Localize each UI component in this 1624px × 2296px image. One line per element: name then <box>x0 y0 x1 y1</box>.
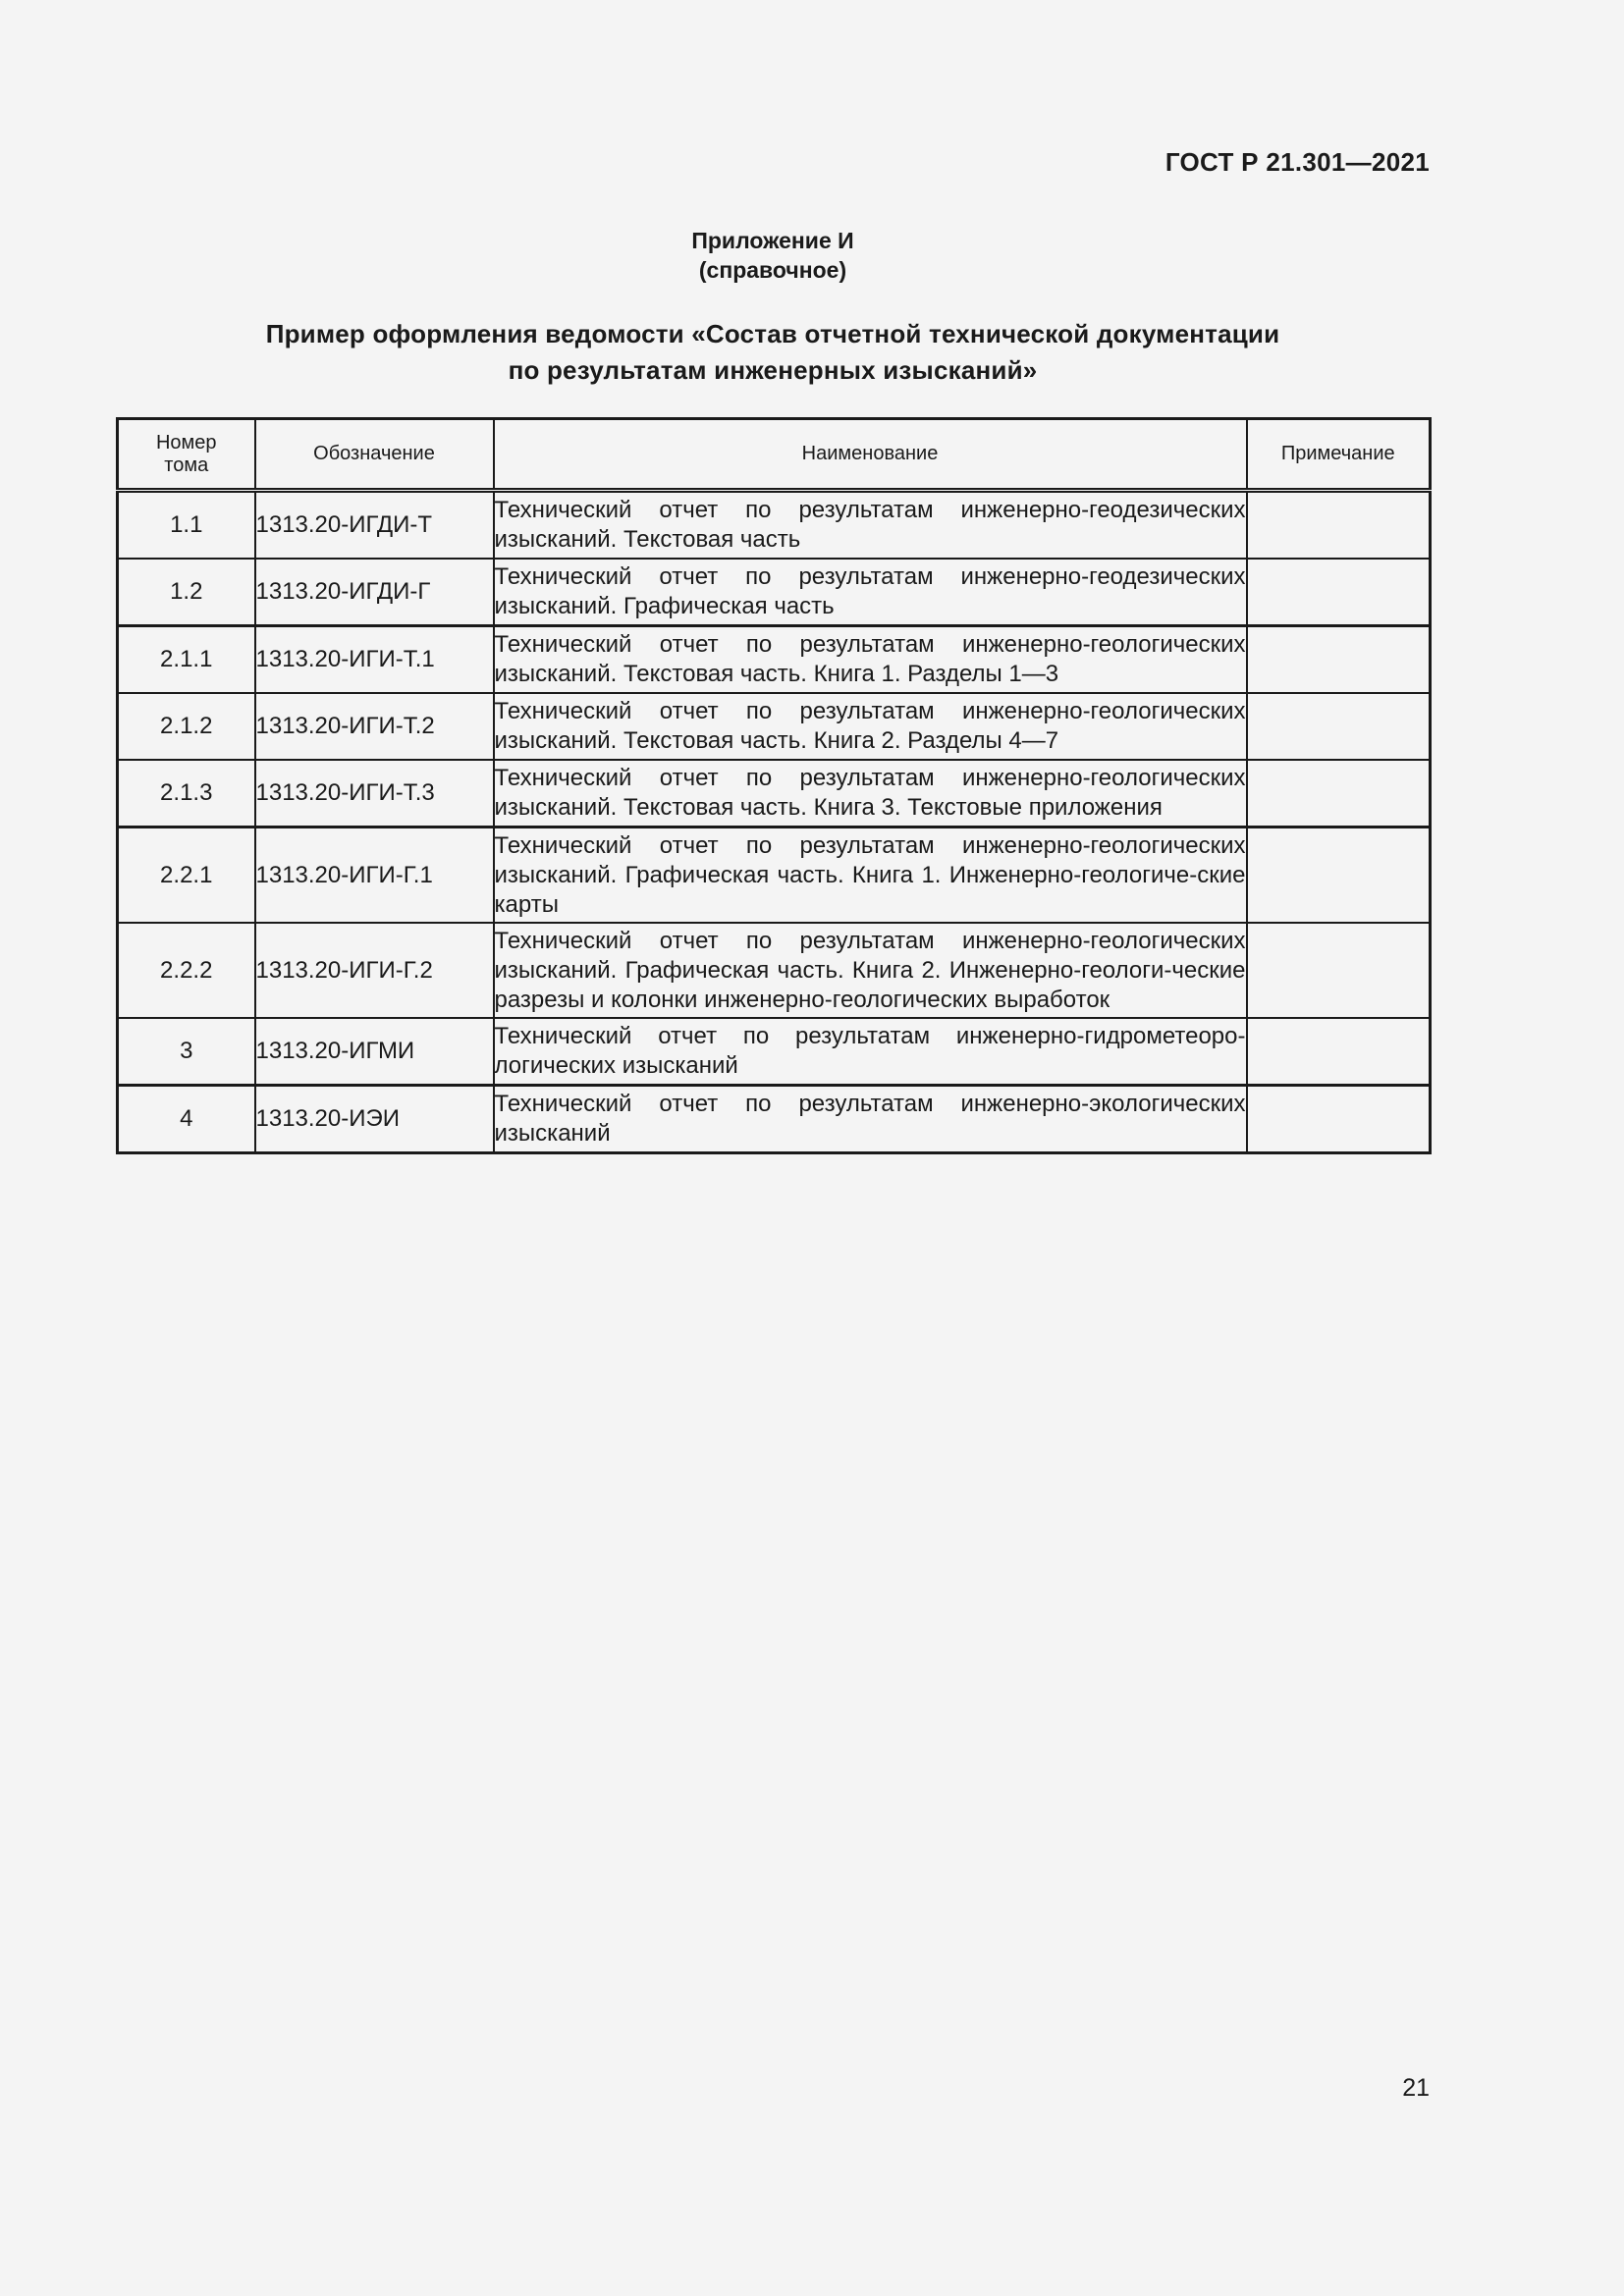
table-row <box>118 559 1431 626</box>
cell-note <box>1247 559 1431 626</box>
header-note: Примечание <box>1247 419 1431 491</box>
cell-designation: 1313.20-ИГИ-Т.1 <box>255 626 494 694</box>
table-row <box>118 760 1431 828</box>
cell-name: Технический отчет по результатам инженерно-геологических изысканий. Текстовая часть. Книга 3. Текстовые приложения <box>494 760 1247 828</box>
page-title-line-1: Пример оформления ведомости «Состав отчетной технической документации <box>265 319 1280 348</box>
cell-designation: 1313.20-ИГИ-Т.3 <box>255 760 494 828</box>
table-row <box>118 1018 1431 1086</box>
cell-volume-number: 2.1.2 <box>118 693 255 760</box>
cell-volume-number: 1.1 <box>118 491 255 560</box>
cell-volume-number: 3 <box>118 1018 255 1086</box>
cell-note <box>1247 828 1431 924</box>
cell-volume-number: 4 <box>118 1086 255 1153</box>
cell-designation: 1313.20-ИЭИ <box>255 1086 494 1153</box>
cell-name: Технический отчет по результатам инженерно-геодезических изысканий. Графическая часть <box>494 559 1247 626</box>
appendix-name: Приложение И <box>691 228 854 253</box>
appendix-kind: (справочное) <box>698 257 847 283</box>
cell-volume-number: 2.2.1 <box>118 828 255 924</box>
cell-name: Технический отчет по результатам инженерно-геологических изысканий. Графическая часть. Книга 1. Инженерно-геологиче-ские карты <box>494 828 1247 924</box>
cell-name: Технический отчет по результатам инженерно-гидрометеоро-логических изысканий <box>494 1018 1247 1086</box>
cell-designation: 1313.20-ИГДИ-Г <box>255 559 494 626</box>
cell-note <box>1247 1018 1431 1086</box>
cell-note <box>1247 1086 1431 1153</box>
table-row <box>118 693 1431 760</box>
cell-note <box>1247 923 1431 1018</box>
appendix-heading <box>0 226 1545 285</box>
table-row <box>118 1086 1431 1153</box>
cell-volume-number: 2.1.3 <box>118 760 255 828</box>
cell-name: Технический отчет по результатам инженерно-геологических изысканий. Текстовая часть. Книга 2. Разделы 4—7 <box>494 693 1247 760</box>
table-row <box>118 626 1431 694</box>
header-volume-number: Номер тома <box>118 419 255 491</box>
cell-volume-number: 1.2 <box>118 559 255 626</box>
page-number: 21 <box>1402 2074 1430 2102</box>
table-row <box>118 828 1431 924</box>
cell-volume-number: 2.2.2 <box>118 923 255 1018</box>
cell-designation: 1313.20-ИГДИ-Т <box>255 491 494 560</box>
cell-designation: 1313.20-ИГИ-Г.1 <box>255 828 494 924</box>
cell-note <box>1247 760 1431 828</box>
cell-note <box>1247 491 1431 560</box>
cell-note <box>1247 626 1431 694</box>
document-code: ГОСТ Р 21.301—2021 <box>1164 147 1430 177</box>
cell-designation: 1313.20-ИГИ-Т.2 <box>255 693 494 760</box>
table-row <box>118 923 1431 1018</box>
cell-name: Технический отчет по результатам инженерно-геодезических изысканий. Текстовая часть <box>494 491 1247 560</box>
cell-name: Технический отчет по результатам инженерно-экологических изысканий <box>494 1086 1247 1153</box>
cell-designation: 1313.20-ИГИ-Г.2 <box>255 923 494 1018</box>
page-title-line-2: по результатам инженерных изысканий» <box>508 355 1038 385</box>
header-name: Наименование <box>494 419 1247 491</box>
cell-note <box>1247 693 1431 760</box>
cell-volume-number: 2.1.1 <box>118 626 255 694</box>
table-row <box>118 491 1431 560</box>
page-title <box>0 316 1545 389</box>
header-designation: Обозначение <box>255 419 494 491</box>
cell-name: Технический отчет по результатам инженерно-геологических изысканий. Текстовая часть. Книга 1. Разделы 1—3 <box>494 626 1247 694</box>
document-registry-table <box>116 417 1432 1154</box>
table-header-row <box>118 419 1431 491</box>
cell-name: Технический отчет по результатам инженерно-геологических изысканий. Графическая часть. Книга 2. Инженерно-геологи-ческие разрезы и колонки инженерно-геологических выработок <box>494 923 1247 1018</box>
cell-designation: 1313.20-ИГМИ <box>255 1018 494 1086</box>
